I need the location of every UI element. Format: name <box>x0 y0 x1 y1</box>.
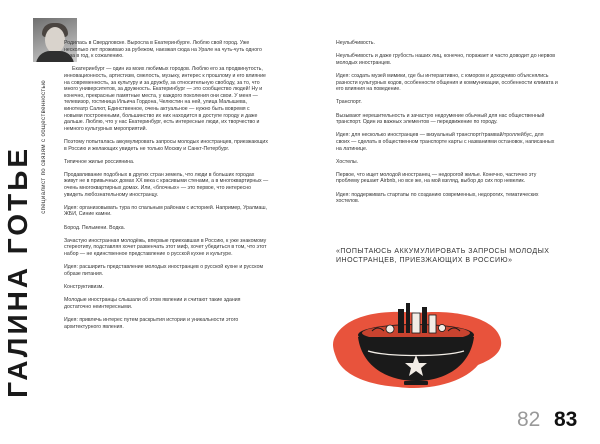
paragraph: Конструктивизм. <box>64 283 104 290</box>
paragraph: Идея: привлечь интерес путем раскрытия истории и уникальности этого архитектурного явления. <box>64 316 239 330</box>
paragraph: Транспорт. <box>336 99 362 106</box>
pull-quote: «ПОПЫТАЮСЬ АККУМУЛИРОВАТЬ ЗАПРОСЫ МОЛОДЫХ ИНОСТРАНЦЕВ, ПРИЕЗЖАЮЩИХ В РОССИЮ» <box>336 248 550 264</box>
page-number-left: 82 <box>517 408 541 431</box>
soup-bowl-illustration <box>328 295 508 400</box>
right-text-column <box>336 40 558 211</box>
paragraph: Идея: для несколько иностранцев — визуальный транспорт/трамвай/троллейбус, для своих — сделать в общественном транспорте карты с названиями остановок, написанных на латинице. <box>336 132 555 152</box>
paragraph: Первое, что ищет молодой иностранец — недорогой жилье. Конечно, частично эту проблему решает Airbnb, но все же, на мой взгляд, выбор до сих пор невелик. <box>336 171 537 185</box>
person-name: ГАЛИНА ГОТЬЕ <box>2 146 33 398</box>
page-number-right: 83 <box>554 408 578 431</box>
paragraph: Идея: организовывать тура по спальным районам с историей. Например, Уралмаш, ЖБИ, Синие камни. <box>64 204 267 218</box>
paragraph: Типичное жилье россиянина. <box>64 158 135 165</box>
paragraph: Идея: создать музей мимики, где бы интерактивно, с юмором и доходчиво объяснялись разности культурных кодов, особенности общения и коммуникации, особенности климата и его влияния на поведение. <box>336 72 558 93</box>
paragraph: Неулыбчивость. <box>336 40 375 46</box>
paragraph: Хостелы. <box>336 158 359 165</box>
paragraph: Идея: расширить представление молодых иностранцев о русской кухне и русском образе питания. <box>64 264 264 277</box>
paragraph: Родилась в Свердловске. Выросла в Екатеринбурге. Люблю свой город. Уже несколько лет проживаю за рубежом, наезжая сюда на Урале на чуть-чуть одного раза в год, к сожалению. <box>64 40 262 60</box>
person-role: специалист по связям с общественностью <box>41 80 47 214</box>
paragraph: Поэтому попыталась аккумулировать запросы молодых иностранцев, приезжающих в Россию и желающих увидеть не только Москву и Санкт-Петербург. <box>64 138 268 152</box>
paragraph: Молодые иностранцы слышали об этом явлении и считают такие здания достаточно неинтересными. <box>64 297 241 310</box>
paragraph: Идея: поддерживать стартапы по созданию современных, недорогих, тематических хостелов. <box>336 191 539 205</box>
paragraph: Зачастую иностранная молодёжь, впервые приехавшая в Россию, к уже знакомому стереотипу, подставляя хочет развенчать этот миф, хочет убедиться в том, что этот набор — не единственное представление о русской кухне и культуре. <box>64 237 267 257</box>
paragraph: Неулыбчивость и даже грубость наших лиц, конечно, поражает и часто доводит до нервов молодых иностранцев. <box>336 53 555 66</box>
paragraph: Продавливание подобных в других стран земель, что люди в больших городах живут не в привычных домах XX века с красивыми стенами, а в многоквартирных — очень многоквартирных домах. Или, «блочных» — это первое, что интересно увидеть любознательному иностранцу. <box>64 171 269 198</box>
left-text-column <box>64 40 269 337</box>
paragraph: Екатеринбург — один из моих любимых городов. Люблю его за продвинутость, инновационность, артистизм, смелость, музыку, интерес к прошлому и его влияние на современность, за культуру и за дружбу, за относительную свободу, за то, что много университетов, за дружность. Екатеринбург — это сообщество людей! Ну и конечно, прекрасные памятные места, у каждого поколения они свои. У меня — телевизор, гостиница Ильича Гордона, Челюстин на ней, улица Малышева, кинотеатр Салют, Единственное, очень актуальное — нужно быть вовремя с новыми построенными, большинство их них находится в доступе городу и даже дальше. Люблю, что у нас Екатеринбург, есть интересные люди, их творчество и немного культурных мероприятий. <box>64 66 266 132</box>
paragraph: Вызывают нерешительность и зачастую недоумение обычный для нас общественный транспорт. Один из важных элементов — передвижение по городу. <box>336 112 545 126</box>
paragraph: Бород. Пельмени. Водка. <box>64 224 126 231</box>
